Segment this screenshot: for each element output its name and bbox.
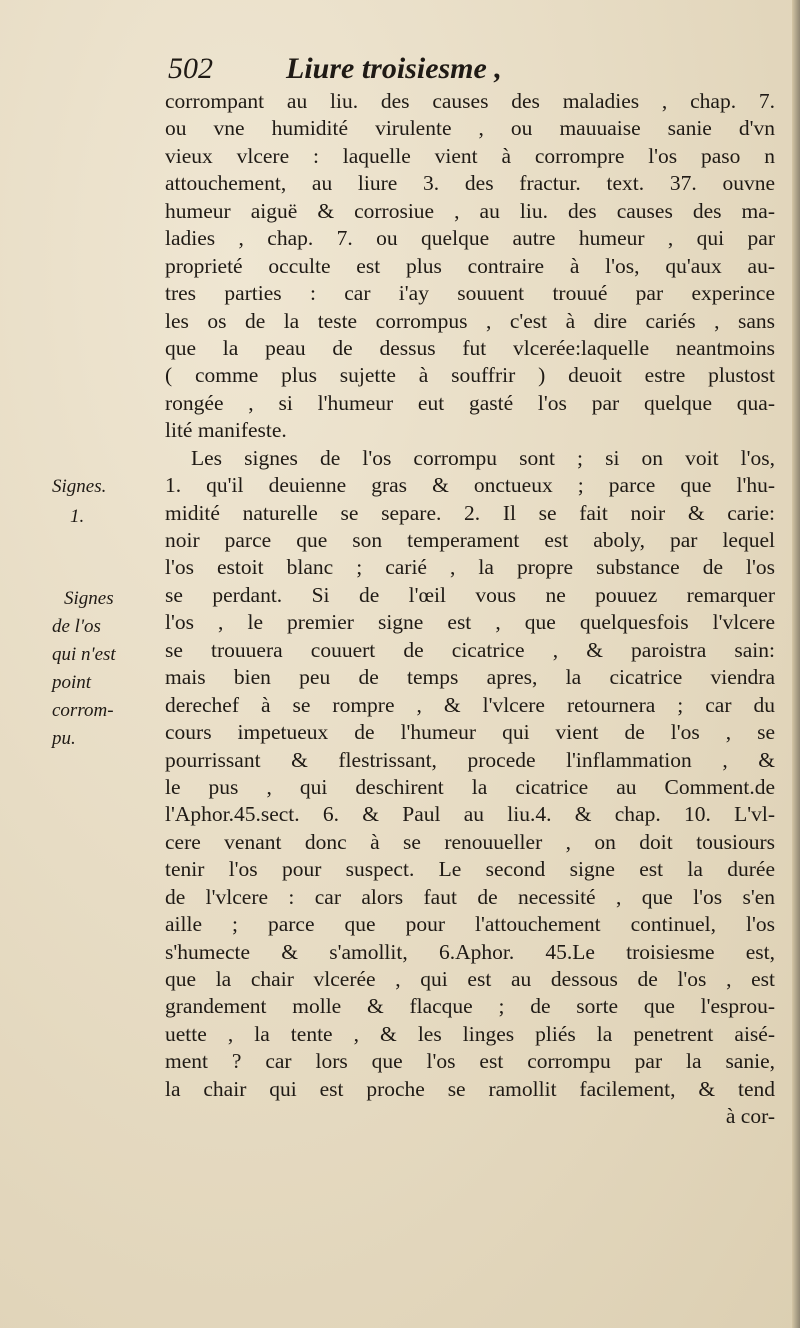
page-header xyxy=(168,52,628,92)
text-line: Les signes de l'os corrompu sont ; si on voit l'os, xyxy=(191,445,775,470)
text-line: l'os , le premier signe est , que quelquesfois l'vlcere xyxy=(165,610,775,635)
text-line: l'Aphor.45.sect. 6. & Paul au liu.4. & chap. 10. L'vl- xyxy=(165,802,775,827)
text-line: les os de la teste corrompus , c'est à dire cariés , sans xyxy=(165,308,775,333)
margin-note: pu. xyxy=(52,728,76,749)
text-line: lité manifeste. xyxy=(165,418,287,443)
text-line: corrompant au liu. des causes des maladies , chap. 7. xyxy=(165,89,775,113)
running-title: Liure troisiesme , xyxy=(286,52,502,85)
text-line: que la peau de dessus fut vlcerée:laquelle neantmoins xyxy=(165,335,775,360)
text-line: attouchement, au liure 3. des fractur. text. 37. ouvne xyxy=(165,171,775,196)
text-line: tres parties : car i'ay souuent trouué par experince xyxy=(165,281,775,306)
text-line: ou vne humidité virulente , ou mauuaise sanie d'vn xyxy=(165,116,775,141)
text-line: grandement molle & flacque ; de sorte que l'esprou- xyxy=(165,994,775,1019)
page-edge xyxy=(792,0,800,1328)
text-line: ( comme plus sujette à souffrir ) deuoit estre plustost xyxy=(165,363,775,388)
text-line: ment ? car lors que l'os est corrompu par la sanie, xyxy=(165,1049,775,1074)
catchword: à cor- xyxy=(725,1104,775,1129)
text-line: de l'vlcere : car alors faut de necessité , que l'os s'en xyxy=(165,884,775,909)
text-line: se perdant. Si de l'œil vous ne pouuez remarquer xyxy=(165,582,775,607)
margin-note: de l'os xyxy=(52,616,101,637)
text-line: ladies , chap. 7. ou quelque autre humeur , qui par xyxy=(165,226,775,251)
text-line: l'os estoit blanc ; carié , la propre substance de l'os xyxy=(165,555,775,580)
text-line: la chair qui est proche se ramollit facilement, & tend xyxy=(165,1076,775,1101)
text-line: 1. qu'il deuienne gras & onctueux ; parce que l'hu- xyxy=(165,473,775,498)
text-line: tenir l'os pour suspect. Le second signe est la durée xyxy=(165,857,775,882)
text-line: proprieté occulte est plus contraire à l'os, qu'aux au- xyxy=(165,253,775,278)
text-line: pourrissant & flestrissant, procede l'inflammation , & xyxy=(165,747,775,772)
text-line: cours impetueux de l'humeur qui vient de l'os , se xyxy=(165,720,775,745)
text-line: mais bien peu de temps apres, la cicatrice viendra xyxy=(165,665,775,690)
margin-note: point xyxy=(52,672,92,693)
text-line: derechef à se rompre , & l'vlcere retournera ; car du xyxy=(165,692,775,717)
margin-note: Signes xyxy=(64,588,114,609)
text-line: rongée , si l'humeur eut gasté l'os par quelque qua- xyxy=(165,390,775,415)
text-line: vieux vlcere : laquelle vient à corrompre l'os paso n xyxy=(165,143,775,168)
margin-note: 1. xyxy=(70,506,85,527)
text-line: se trouuera couuert de cicatrice , & paroistra sain: xyxy=(165,637,775,662)
text-line: que la chair vlcerée , qui est au dessous de l'os , est xyxy=(165,967,775,991)
page-number: 502 xyxy=(168,52,213,85)
margin-note: corrom- xyxy=(52,700,114,721)
text-line: aille ; parce que pour l'attouchement continuel, l'os xyxy=(165,912,775,937)
text-line: s'humecte & s'amollit, 6.Aphor. 45.Le troisiesme est, xyxy=(165,939,775,964)
body-text xyxy=(165,88,775,1131)
text-line: uette , la tente , & les linges pliés la penetrent aisé- xyxy=(165,1021,775,1046)
text-line: midité naturelle se separe. 2. Il se fait noir & carie: xyxy=(165,500,775,525)
text-line: noir parce que son temperament est aboly, par lequel xyxy=(165,528,775,552)
margin-note: Signes. xyxy=(52,476,107,497)
text-line: le pus , qui deschirent la cicatrice au Comment.de xyxy=(165,774,775,799)
text-line: humeur aiguë & corrosiue , au liu. des causes des ma- xyxy=(165,198,775,223)
margin-note: qui n'est xyxy=(52,644,116,665)
text-line: cere venant donc à se renouueller , on doit tousiours xyxy=(165,829,775,854)
